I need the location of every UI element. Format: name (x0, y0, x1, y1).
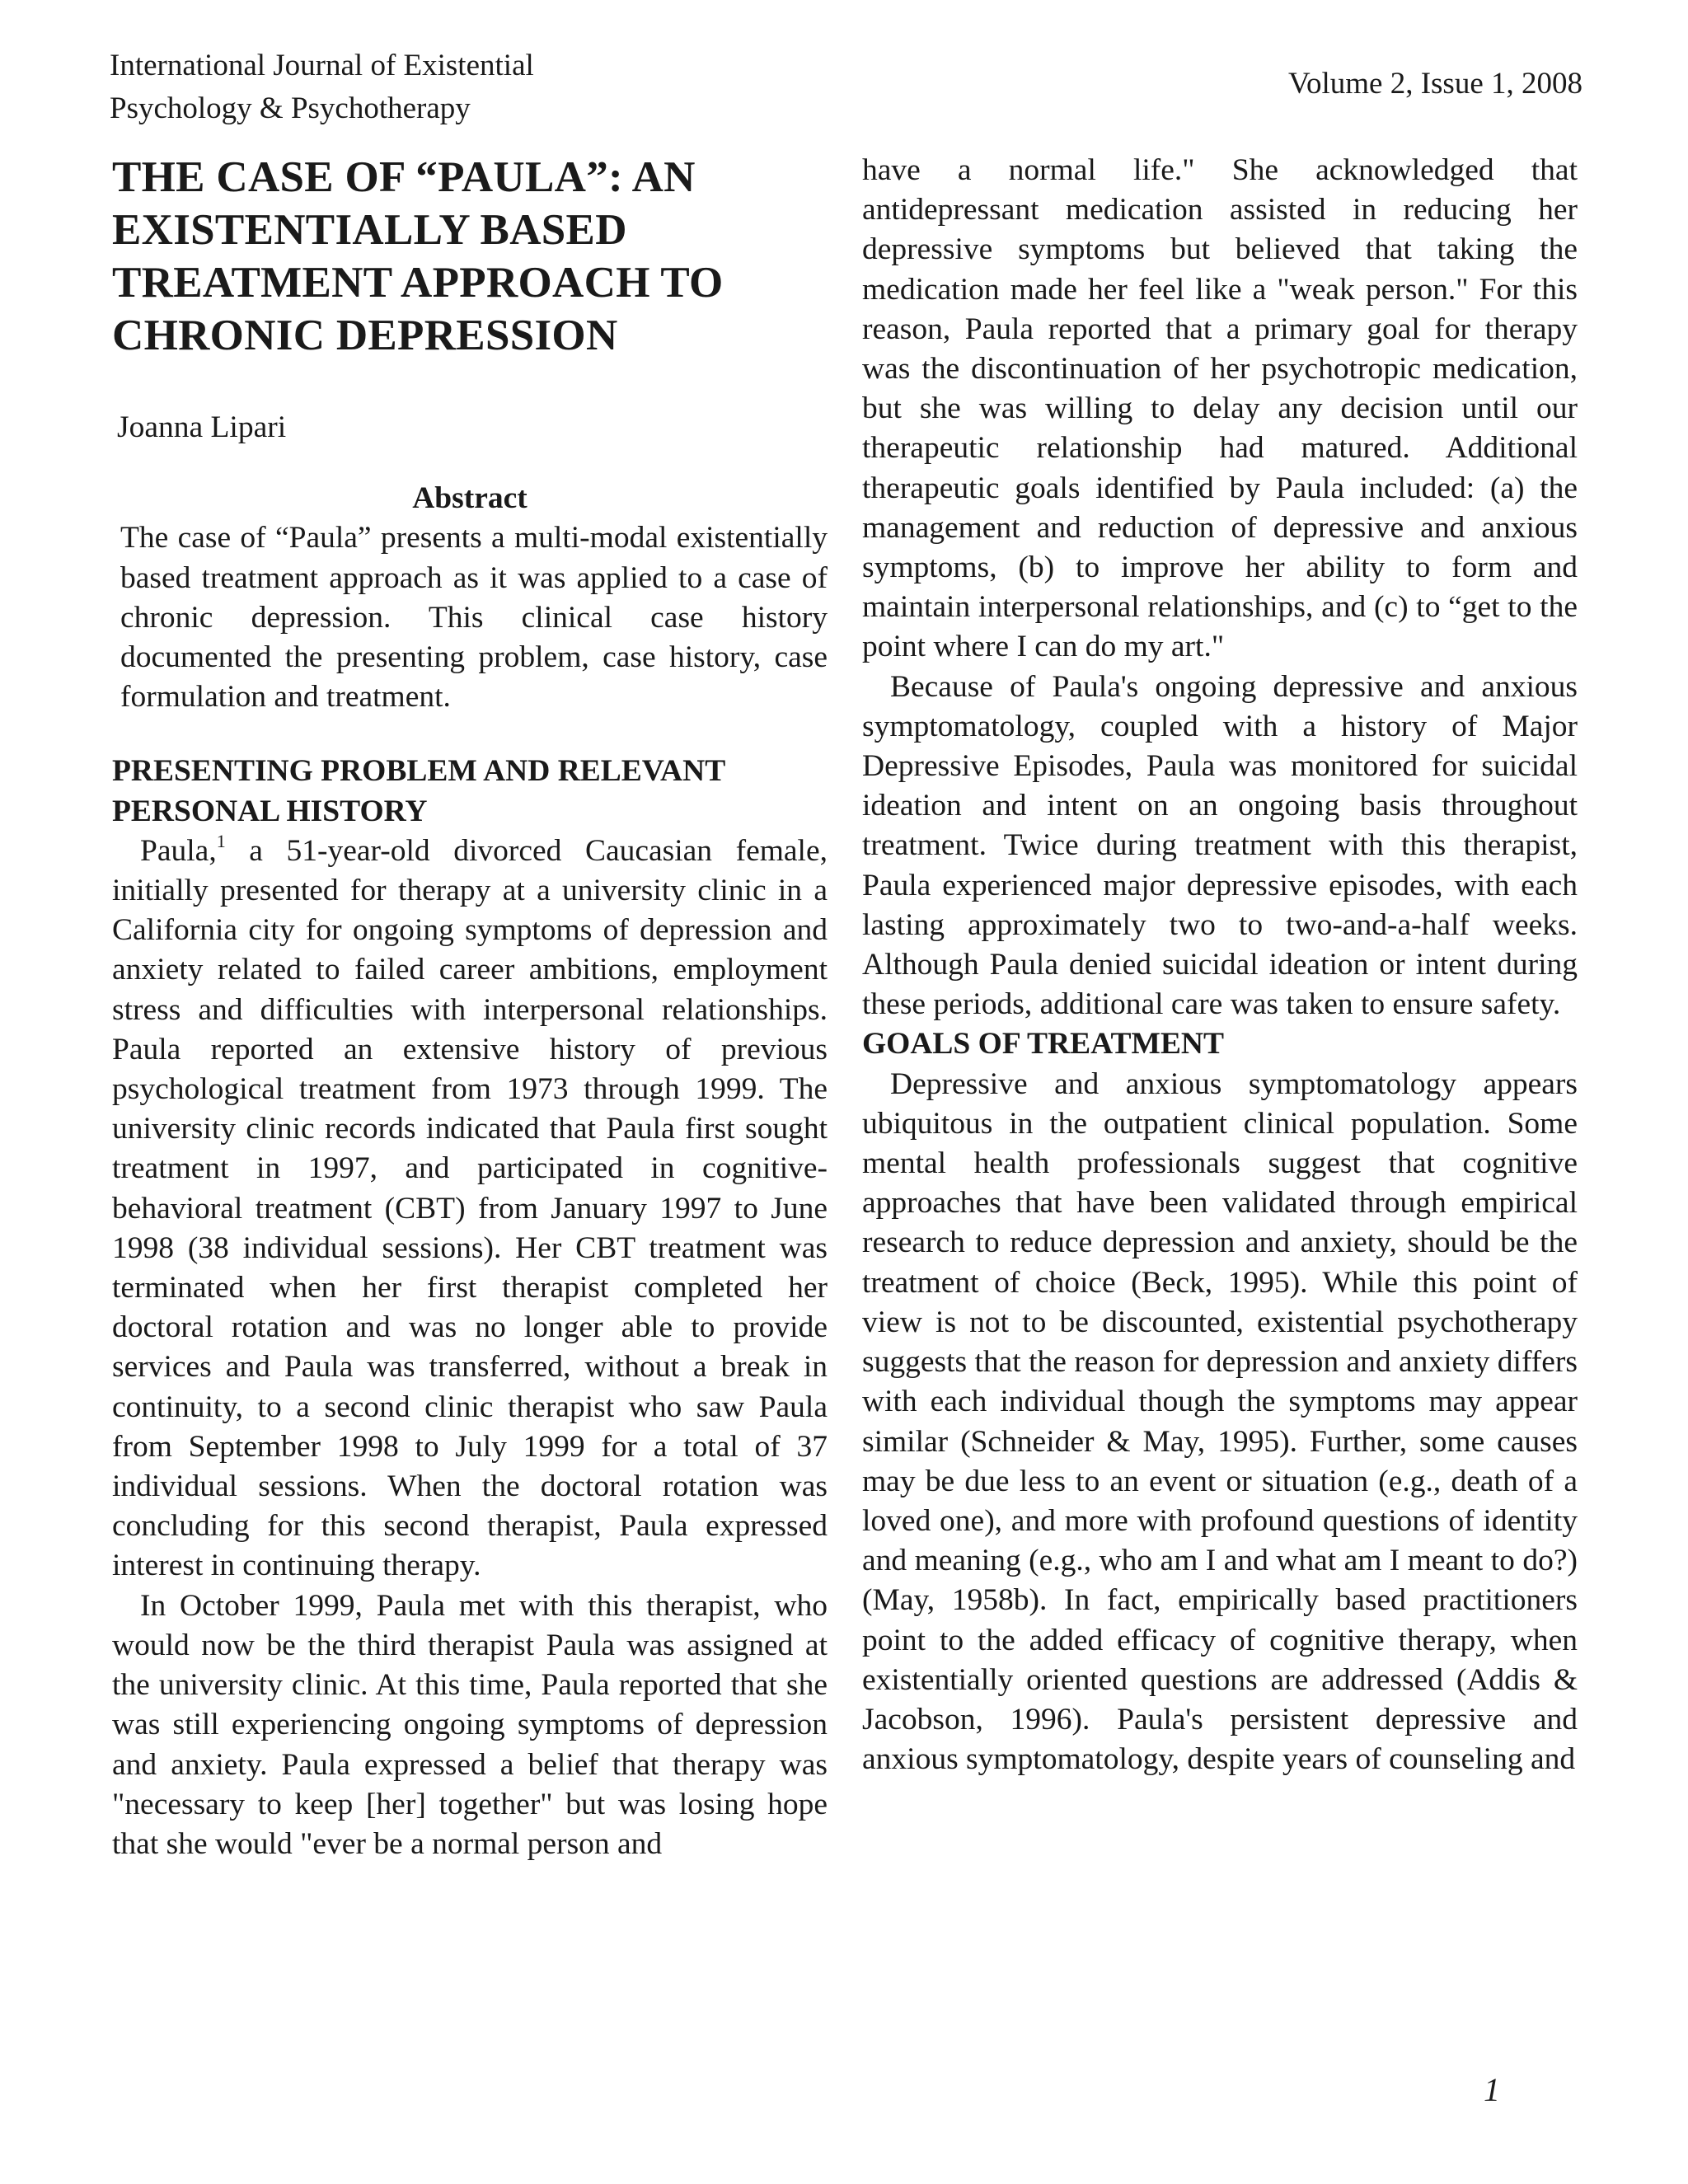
presenting-paragraph-3: Because of Paula's ongoing depressive and anxious symptomatology, coupled with a history of Major Depressive Episodes, Paula was monitored for suicidal ideation and intent on an ongoing basis throughout treatment. Twice during treatment with this therapist, Paula experienced major depressive episodes, with each lasting approximately two to two-and-a-half weeks. Although Paula denied suicidal ideation or intent during these periods, additional care was taken to ensure safety. (862, 669, 1578, 1022)
presenting-paragraph-2: In October 1999, Paula met with this therapist, who would now be the third therapist Paula was assigned at the university clinic. At this time, Paula reported that she was still experiencing ongoing symptoms of depression and anxiety. Paula expressed a belief that therapy was "necessary to keep [her] together" but was losing hope that she would "ever be a normal person and (112, 1588, 828, 1861)
presenting-paragraph-1 (112, 832, 828, 1586)
journal-name-line-2: Psychology & Psychotherapy (110, 91, 471, 125)
journal-name (110, 45, 687, 130)
presenting-p1-rest: a 51-year-old divorced Caucasian female, initially presented for therapy at a university clinic in a California city for ongoing symptoms of depression and anxiety related to failed career ambitions, employment stress and difficulties with interpersonal relationships. Paula reported an extensive history of previous psychological treatment from 1973 through 1999. The university clinic records indicated that Paula first sought treatment in 1997, and participated in cognitive-behavioral treatment (CBT) from January 1997 to June 1998 (38 individual sessions). Her CBT treatment was terminated when her first therapist completed her doctoral rotation and was no longer able to provide services and Paula was transferred, without a break in continuity, to a second clinic therapist who saw Paula from September 1998 to July 1999 for a total of 37 individual sessions. When the doctoral rotation was concluding for this second therapist, Paula expressed interest in continuing therapy. (112, 833, 828, 1583)
goals-paragraph-1: Depressive and anxious symptomatology appears ubiquitous in the outpatient clinical population. Some mental health professionals suggest that cognitive approaches that have been validated through empirical research to reduce depression and anxiety, should be the treatment of choice (Beck, 1995). While this point of view is not to be discounted, existential psychotherapy suggests that the reason for depression and anxiety differs with each individual though the symptoms may appear similar (Schneider & May, 1995). Further, some causes may be due less to an event or situation (e.g., death of a loved one), and more with profound questions of identity and meaning (e.g., who am I and what am I meant to do?) (May, 1958b). In fact, empirically based practitioners point to the added efficacy of cognitive therapy, when existentially oriented questions are addressed (Addis & Jacobson, 1996). Paula's persistent depressive and anxious symptomatology, despite years of counseling and (862, 1066, 1578, 1777)
presenting-p1-start: Paula, (140, 833, 217, 868)
footnote-marker: 1 (216, 830, 226, 851)
author-name: Joanna Lipari (117, 410, 287, 444)
journal-name-line-1: International Journal of Existential (110, 49, 534, 82)
right-column (862, 151, 1578, 1779)
section-heading-goals: GOALS OF TREATMENT (862, 1027, 1224, 1062)
abstract-text: The case of “Paula” presents a multi-modal existentially based treatment approach as it was applied to a case of chronic depression. This clinical case history documented the presenting problem, case history, case formulation and treatment. (120, 521, 828, 715)
abstract-heading: Abstract (412, 481, 528, 516)
page-number: 1 (1484, 2071, 1500, 2108)
volume-issue: Volume 2, Issue 1, 2008 (1288, 67, 1582, 101)
presenting-paragraph-2-continued: have a normal life." She acknowledged that antidepressant medication assisted in reducing her depressive symptoms but believed that taking the medication made her feel like a "weak person." For this reason, Paula reported that a primary goal for therapy was the discontinuation of her psychotropic medication, but she was willing to delay any decision until our therapeutic relationship had matured. Additional therapeutic goals identified by Paula included: (a) the management and reduction of depressive and anxious symptoms, (b) to improve her ability to form and maintain interpersonal relationships, and (c) to “get to the point where I can do my art." (862, 153, 1578, 664)
left-column (112, 151, 828, 1864)
section-heading-presenting-problem: PRESENTING PROBLEM AND RELEVANT PERSONAL HISTORY (112, 754, 725, 828)
article-title: THE CASE OF “PAULA”: AN EXISTENTIALLY BASED TREATMENT APPROACH TO CHRONIC DEPRESSION (112, 153, 724, 359)
